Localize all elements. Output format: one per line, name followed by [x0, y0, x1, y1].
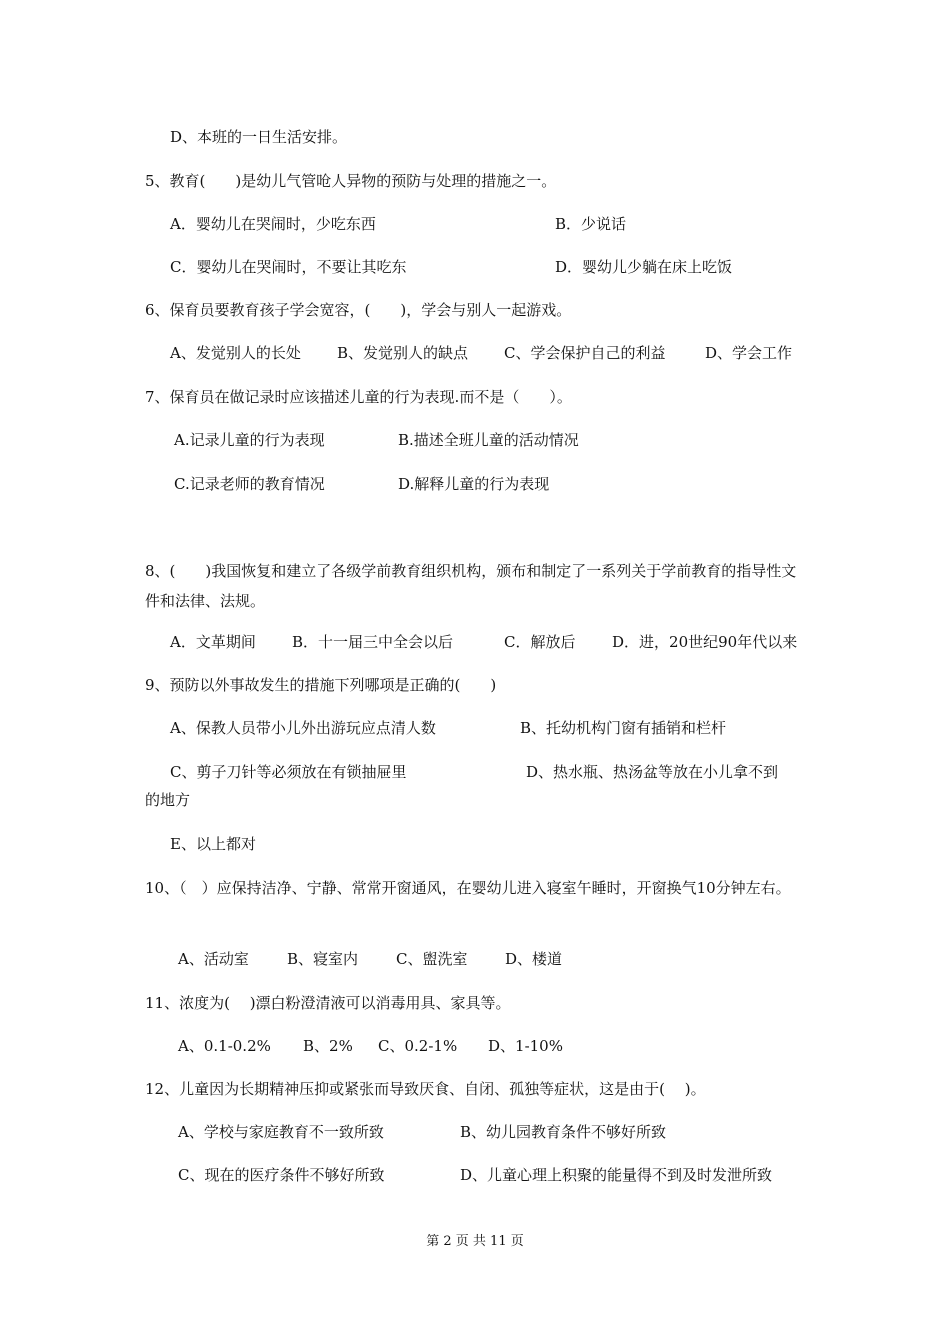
q9-option-d-continued: 的地方 — [145, 791, 191, 809]
q8-option-b: B．十一届三中全会以后 — [292, 633, 454, 651]
q10-option-a: A、活动室 — [178, 950, 249, 968]
page-number-footer: 第 2 页 共 11 页 — [426, 1234, 524, 1249]
q7-option-a: A.记录儿童的行为表现 — [174, 431, 325, 449]
q9-option-a: A、保教人员带小儿外出游玩应点清人数 — [170, 719, 436, 737]
q5-stem: 5、教育( )是幼儿气管呛人异物的预防与处理的措施之一。 — [145, 172, 557, 190]
q5-option-a: A．婴幼儿在哭闹时，少吃东西 — [170, 215, 376, 233]
q6-option-b: B、发觉别人的缺点 — [337, 344, 469, 362]
q10-option-d: D、楼道 — [505, 950, 563, 968]
q7-option-c: C.记录老师的教育情况 — [174, 475, 325, 493]
q12-option-c: C、现在的医疗条件不够好所致 — [178, 1166, 385, 1184]
q11-option-b: B、2% — [303, 1037, 353, 1055]
q11-stem: 11、浓度为( )漂白粉澄清液可以消毒用具、家具等。 — [145, 994, 511, 1012]
q10-option-b: B、寝室内 — [287, 950, 359, 968]
q10-option-c: C、盥洗室 — [396, 950, 468, 968]
q12-option-d: D、儿童心理上积聚的能量得不到及时发泄所致 — [460, 1166, 773, 1184]
q8-stem: 8、( )我国恢复和建立了各级学前教育组织机构，颁布和制定了一系列关于学前教育的指导性文件和法律、法规。 — [145, 562, 797, 610]
q10-stem: 10、（ ）应保持洁净、宁静、常常开窗通风，在婴幼儿进入寝室午睡时，开窗换气10分钟左右。 — [145, 879, 791, 897]
q12-option-b: B、幼儿园教育条件不够好所致 — [460, 1123, 667, 1141]
q7-option-b: B.描述全班儿童的活动情况 — [398, 431, 579, 449]
q7-option-d: D.解释儿童的行为表现 — [398, 475, 550, 493]
q11-option-d: D、1-10% — [488, 1037, 563, 1055]
q9-option-d: D、热水瓶、热汤盆等放在小儿拿不到 — [526, 763, 779, 781]
q9-option-c: C、剪子刀针等必须放在有锁抽屉里 — [170, 763, 407, 781]
q9-stem: 9、预防以外事故发生的措施下列哪项是正确的( ) — [145, 676, 497, 694]
q6-stem: 6、保育员要教育孩子学会宽容，( )，学会与别人一起游戏。 — [145, 301, 572, 319]
q7-stem: 7、保育员在做记录时应该描述儿童的行为表现.而不是（ ）。 — [145, 388, 572, 406]
q11-option-c: C、0.2-1% — [378, 1037, 458, 1055]
q9-option-e: E、以上都对 — [170, 835, 256, 853]
q6-option-c: C、学会保护自己的利益 — [504, 344, 666, 362]
q8-option-d: D．进，20世纪90年代以来 — [612, 633, 798, 651]
q12-option-a: A、学校与家庭教育不一致所致 — [178, 1123, 384, 1141]
q6-option-d: D、学会工作 — [705, 344, 793, 362]
q9-option-b: B、托幼机构门窗有插销和栏杆 — [520, 719, 727, 737]
q5-option-c: C．婴幼儿在哭闹时，不要让其吃东 — [170, 258, 407, 276]
q8-option-c: C．解放后 — [504, 633, 576, 651]
q6-option-a: A、发觉别人的长处 — [170, 344, 301, 362]
q8-option-a: A．文革期间 — [170, 633, 256, 651]
q11-option-a: A、0.1-0.2% — [178, 1037, 271, 1055]
q4-option-d: D、本班的一日生活安排。 — [170, 128, 348, 146]
q5-option-b: B．少说话 — [555, 215, 627, 233]
q12-stem: 12、儿童因为长期精神压抑或紧张而导致厌食、自闭、孤独等症状，这是由于( )。 — [145, 1080, 706, 1098]
q5-option-d: D．婴幼儿少躺在床上吃饭 — [555, 258, 733, 276]
